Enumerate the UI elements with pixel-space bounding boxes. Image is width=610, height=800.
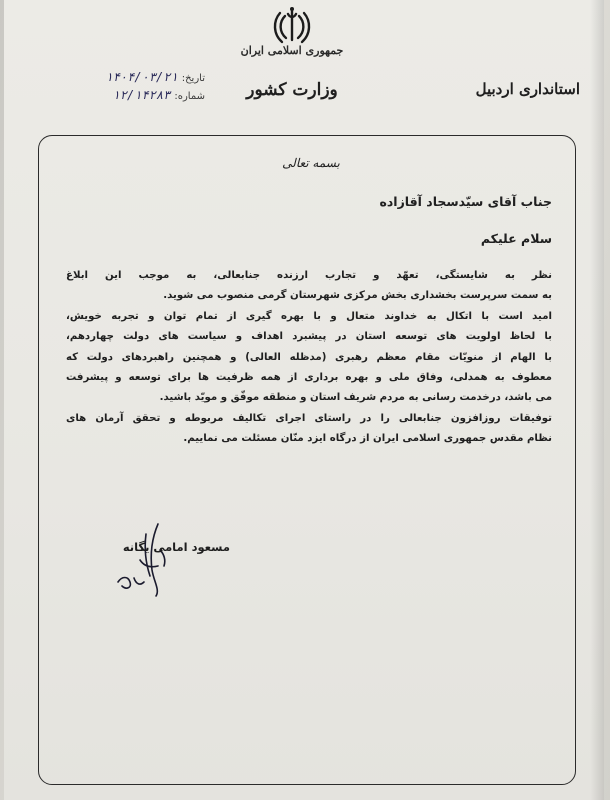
addressee: جناب آقای سیّدسجاد آقازاده [379, 194, 552, 209]
date-value: ۱۴۰۴/۰۳/۲۱ [105, 70, 178, 84]
letter-line: نظر به شایستگی، تعهّد و تجارب ارزنده جنابعالی، به موجب این ابلاغ [66, 270, 552, 281]
letter-line: معطوف به همدلی، وفاق ملی و بهره برداری از همه ظرفیت ها برای توسعه و پیشرفت [66, 371, 552, 383]
handwritten-signature-icon [100, 520, 220, 600]
date-row [30, 70, 205, 88]
letter-paragraph [66, 266, 556, 450]
letter-line: نظام مقدس جمهوری اسلامی ایران از درگاه ایزد منّان مسئلت می نماییم. [183, 433, 552, 445]
greeting: سلام علیکم [480, 231, 552, 246]
number-label: شماره: [174, 91, 205, 102]
letter-line: می باشد، درخدمت رسانی به مردم شریف استان و منطقه موفّق و مویّد باشید. [159, 392, 552, 404]
iran-emblem-icon [270, 4, 314, 48]
number-row [30, 88, 205, 106]
republic-title: جمهوری اسلامی ایران [240, 44, 344, 57]
letter-body [66, 140, 556, 450]
letter-line: توفیقات روزافزون جنابعالی را در راستای اجرای تکالیف مربوطه و تحقق آرمان های [66, 412, 552, 424]
letter-line: امید است با اتکال به خداوند متعال و با بهره گیری از تمام توان و تجربه خویش، [66, 310, 552, 322]
letter-line: به سمت سرپرست بخشداری بخش مرکزی شهرستان گرمی منصوب می شوید. [163, 290, 552, 302]
signer-name: مسعود امامی یگانه [122, 540, 230, 554]
letter-line: با الهام از منویّات مقام معظم رهبری (مدظله العالی) و همچنین راهبردهای دولت که [66, 351, 552, 363]
governor-office-title: استانداری اردبیل [475, 80, 580, 98]
letterhead [0, 0, 610, 135]
letter-meta [30, 70, 205, 106]
number-value: ۱۲/۱۴۲۸۳ [112, 88, 171, 102]
invocation: بسمه تعالی [282, 156, 340, 170]
date-label: تاریخ: [181, 73, 205, 84]
ministry-title: وزارت کشور [246, 80, 338, 100]
letter-line: با لحاظ اولویت های توسعه استان در پیشبرد اهداف و سیاست های دولت چهاردهم، [66, 331, 552, 343]
